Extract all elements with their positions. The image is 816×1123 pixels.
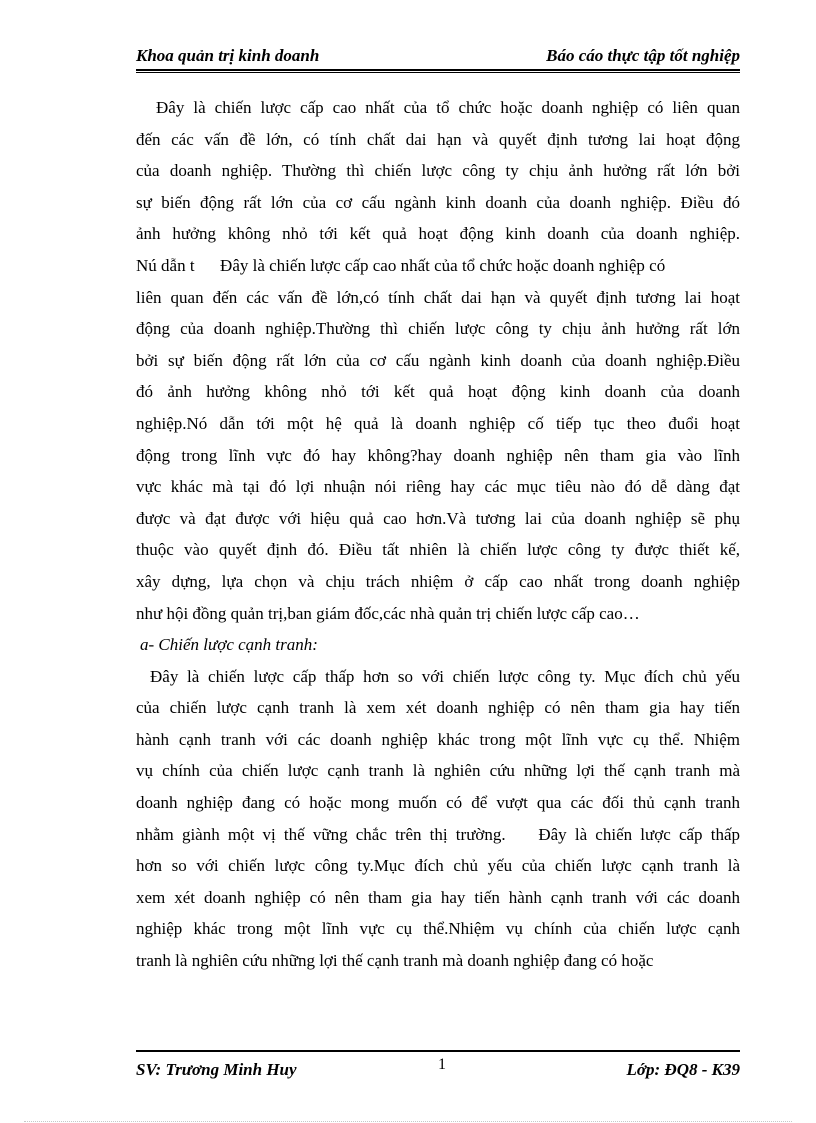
paragraph-line: tranh là nghiên cứu những lợi thế cạnh tranh mà doanh nghiệp đang có hoặc (136, 951, 654, 971)
paragraph-line: liên quan đến các vấn đề lớn,có tính chất dai hạn và quyết định tương lai hoạt (136, 287, 740, 307)
paragraph-line: Nú dẫn t Đây là chiến lược cấp cao nhất của tổ chức hoặc doanh nghiệp có (136, 255, 666, 275)
paragraph-line: nhằm giành một vị thế vững chắc trên thị trường. Đây là chiến lược cấp thấp (136, 824, 740, 844)
paragraph-line: vụ chính của chiến lược cạnh tranh là nghiên cứu những lợi thế cạnh tranh mà (136, 761, 740, 781)
paragraph-line: Đây là chiến lược cấp cao nhất của tổ chức hoặc doanh nghiệp có liên quan (156, 98, 740, 117)
paragraph-line: Đây là chiến lược cấp thấp hơn so với chiến lược công ty. Mục đích chủ yếu (150, 666, 740, 686)
footer-rule (136, 1050, 740, 1052)
paragraph-line: động của doanh nghiệp.Thường thì chiến lược công ty chịu ảnh hưởng rất lớn (136, 319, 740, 339)
footer-student-name: SV: Trương Minh Huy (136, 1060, 297, 1079)
paragraph-line: như hội đồng quản trị,ban giám đốc,các nhà quản trị chiến lược cấp cao… (136, 603, 640, 623)
header-faculty: Khoa quản trị kinh doanh (136, 46, 320, 65)
footer-class: Lớp: ĐQ8 - K39 (626, 1060, 740, 1079)
paragraph-line: đó ảnh hưởng không nhỏ tới kết quả hoạt động kinh doanh của doanh (136, 382, 740, 402)
paragraph-line: đến các vấn đề lớn, có tính chất dai hạn và quyết định tương lai hoạt động (136, 129, 740, 149)
paragraph-line: thuộc vào quyết định đó. Điều tất nhiên là chiến lược công ty được thiết kế, (136, 540, 740, 560)
paragraph-line: hơn so với chiến lược công ty.Mục đích chủ yếu của chiến lược cạnh tranh là (136, 856, 740, 876)
paragraph-line: của chiến lược cạnh tranh là xem xét doanh nghiệp có nên tham gia hay tiến (136, 698, 740, 718)
paragraph-line: động trong lĩnh vực đó hay không?hay doanh nghiệp nên tham gia vào lĩnh (136, 445, 740, 465)
section-heading: a- Chiến lược cạnh tranh: (140, 635, 318, 655)
page-boundary (24, 1121, 792, 1122)
page-header (136, 46, 740, 70)
paragraph-line: sự biến động rất lớn của cơ cấu ngành kinh doanh của doanh nghiệp. Điều đó (136, 192, 740, 212)
paragraph-line: vực khác mà tại đó lợi nhuận nói riêng hay các mục tiêu nào đó dễ dàng đạt (136, 477, 740, 497)
header-rule (136, 69, 740, 71)
page-number: 1 (438, 1056, 446, 1073)
paragraph-line: ảnh hưởng không nhỏ tới kết quả hoạt động kinh doanh của doanh nghiệp. (136, 224, 740, 244)
paragraph-line: xem xét doanh nghiệp có nên tham gia hay tiến hành cạnh tranh với các doanh (136, 887, 740, 907)
paragraph-line: hành cạnh tranh với các doanh nghiệp khác trong một lĩnh vực cụ thể. Nhiệm (136, 729, 740, 749)
paragraph-line: nghiệp.Nó dẫn tới một hệ quả là doanh nghiệp cố tiếp tục theo đuổi hoạt (136, 413, 740, 433)
page-footer (136, 1050, 740, 1080)
paragraph-line: nghiệp khác trong một lĩnh vực cụ thể.Nhiệm vụ chính của chiến lược cạnh (136, 919, 740, 939)
paragraph-line: doanh nghiệp đang có hoặc mong muốn có để vượt qua các đối thủ cạnh tranh (136, 793, 740, 813)
paragraph-line: được và đạt được với hiệu quả cao hơn.Và tương lai của doanh nghiệp sẽ phụ (136, 508, 740, 528)
header-report-title: Báo cáo thực tập tốt nghiệp (546, 46, 740, 65)
paragraph-line: bởi sự biến động rất lớn của cơ cấu ngành kinh doanh của doanh nghiệp.Điều (136, 350, 740, 370)
paragraph-line: của doanh nghiệp. Thường thì chiến lược công ty chịu ảnh hưởng rất lớn bởi (136, 161, 740, 181)
paragraph-line: xây dựng, lựa chọn và chịu trách nhiệm ở cấp cao nhất trong doanh nghiệp (136, 571, 740, 591)
header-rule-thin (136, 72, 740, 73)
document-body (136, 92, 740, 977)
